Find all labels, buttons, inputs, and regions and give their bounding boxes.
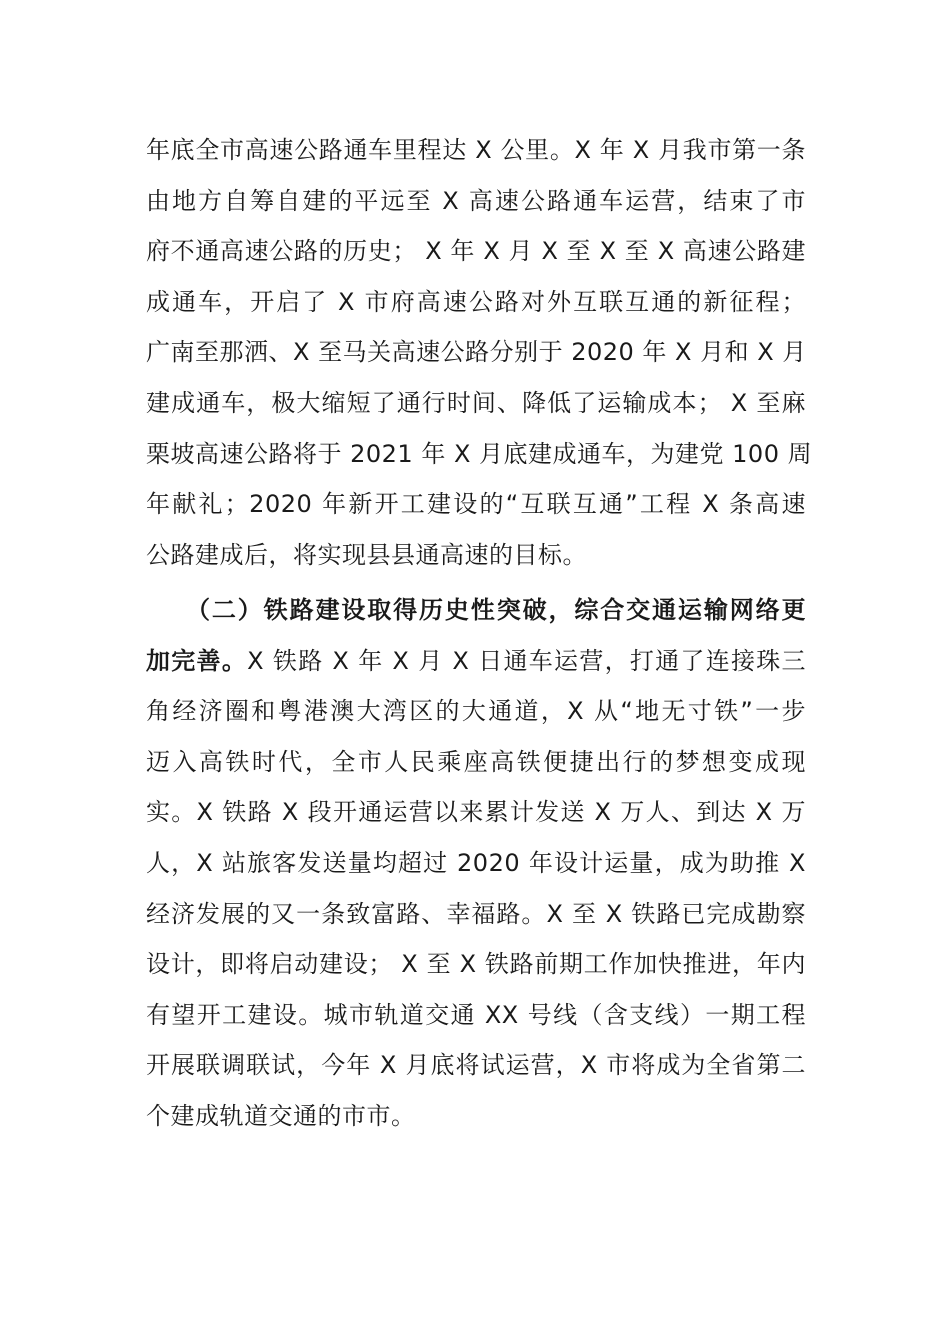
- text-line: 由地方自筹自建的平远至 X 高速公路通车运营，结束了市: [146, 186, 806, 215]
- text-line: 年献礼；2020 年新开工建设的“互联互通”工程 X 条高速: [146, 490, 806, 519]
- paragraph-highway: [146, 125, 813, 580]
- text-line: 迈入高铁时代，全市人民乘座高铁便捷出行的梦想变成现: [146, 747, 806, 776]
- text-line: 广南至那洒、X 至马关高速公路分别于 2020 年 X 月和 X 月: [146, 338, 807, 367]
- text-line: 建成通车，极大缩短了通行时间、降低了运输成本； X 至麻: [146, 388, 806, 417]
- text-line: 角经济圈和粤港澳大湾区的大通道，X 从“地无寸铁”一步: [146, 697, 806, 726]
- text-line: 年底全市高速公路通车里程达 X 公里。X 年 X 月我市第一条: [146, 136, 806, 164]
- text-line: 栗坡高速公路将于 2021 年 X 月底建成通车，为建党 100 周: [146, 439, 813, 468]
- paragraph-railway: [146, 585, 806, 1142]
- text-line: [146, 636, 806, 687]
- text-line: 人，X 站旅客发送量均超过 2020 年设计运量，成为助推 X: [146, 848, 806, 877]
- text-line: 设计，即将启动建设； X 至 X 铁路前期工作加快推进，年内: [146, 950, 806, 979]
- text-line-rest: X 铁路 X 年 X 月 X 日通车运营，打通了连接珠三: [247, 646, 807, 675]
- section-heading: （二）铁路建设取得历史性突破，综合交通运输网络更: [186, 596, 806, 624]
- text-line: 个建成轨道交通的市市。: [146, 1101, 416, 1130]
- text-line: 开展联调联试，今年 X 月底将试运营，X 市将成为全省第二: [146, 1051, 806, 1080]
- text-line: 公路建成后，将实现县县通高速的目标。: [146, 540, 587, 569]
- text-line: 府不通高速公路的历史； X 年 X 月 X 至 X 至 X 高速公路建: [146, 237, 806, 266]
- text-line: 成通车，开启了 X 市府高速公路对外互联互通的新征程；: [146, 287, 806, 316]
- text-line: 实。X 铁路 X 段开通运营以来累计发送 X 万人、到达 X 万: [146, 798, 806, 827]
- text-line: 有望开工建设。城市轨道交通 XX 号线（含支线）一期工程: [146, 1000, 806, 1029]
- section-heading-end: 加完善。: [146, 646, 248, 675]
- text-line: 经济发展的又一条致富路、幸福路。X 至 X 铁路已完成勘察: [146, 899, 806, 928]
